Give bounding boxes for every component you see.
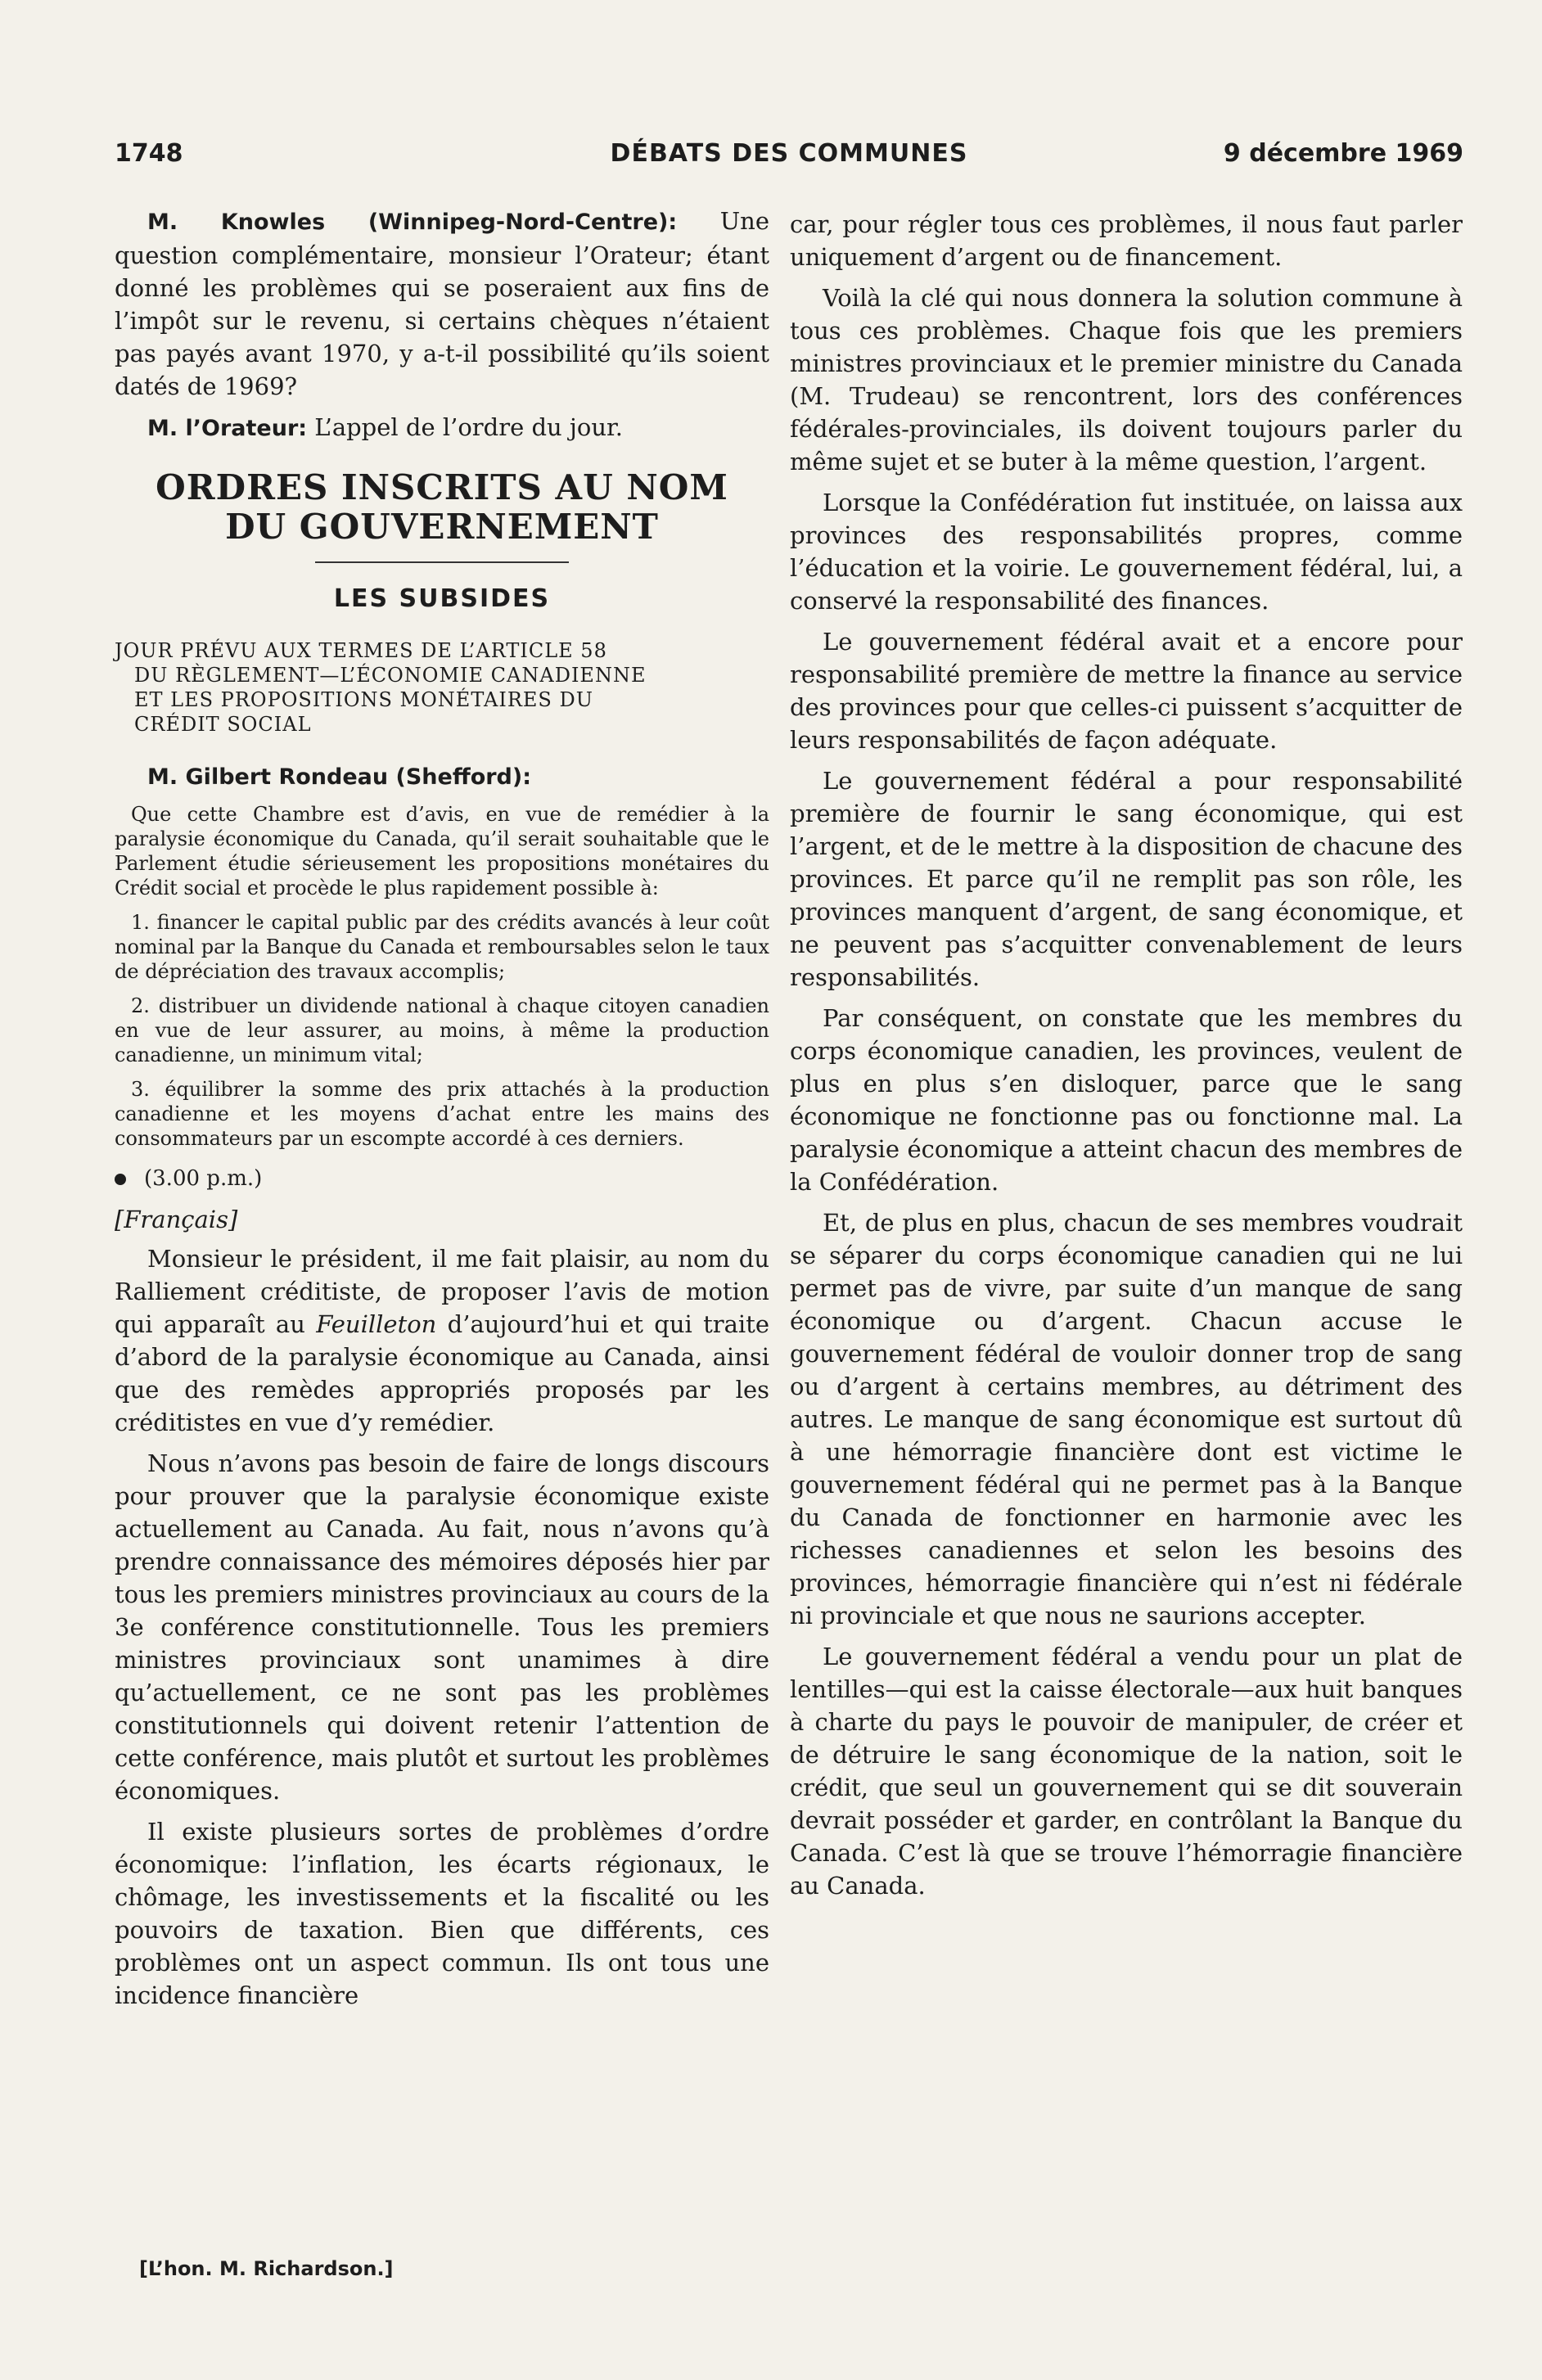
page-date: 9 décembre 1969 bbox=[1223, 139, 1463, 168]
section-heading-line-2: DU GOUVERNEMENT bbox=[225, 507, 659, 547]
paragraph-orateur bbox=[115, 411, 769, 445]
agenda-line: CRÉDIT SOCIAL bbox=[134, 713, 312, 736]
section-heading-line-1: ORDRES INSCRITS AU NOM bbox=[156, 467, 728, 507]
paragraph: Le gouvernement fédéral avait et a encore pour responsabilité première de mettre la finance au service des provinces pour que celles-ci puissent s’acquitter de leurs responsabilités de façon adéquate. bbox=[790, 628, 1463, 754]
speech-text: L’appel de l’ordre du jour. bbox=[307, 413, 623, 441]
page-number: 1748 bbox=[115, 139, 183, 168]
running-head bbox=[115, 139, 1463, 180]
publication-title: DÉBATS DES COMMUNES bbox=[610, 139, 968, 168]
speaker-name: M. Knowles (Winnipeg-Nord-Centre): bbox=[147, 210, 678, 235]
motion-text bbox=[115, 802, 769, 1151]
paragraph: Nous n’avons pas besoin de faire de longs discours pour prouver que la paralysie économique existe actuellement au Canada. Au fait, nous n’avons qu’à prendre connaissance des mémoires déposés hier par tous les premiers ministres provinciaux au cours de la 3e conférence constitutionnelle. Tous les premiers ministres provinciaux sont unamimes à dire qu’actuellement, ce ne sont pas les problèmes constitutionnels qui doivent retenir l’attention de cette conférence, mais plutôt et surtout les problèmes économiques. bbox=[115, 1449, 769, 1805]
time-marker bbox=[115, 1162, 769, 1195]
paragraph: Lorsque la Confédération fut instituée, on laissa aux provinces des responsabilités propres, comme l’éducation et la voirie. Le gouvernement fédéral, lui, a conservé la responsabilité des finances. bbox=[790, 489, 1463, 615]
text-run: d’aujourd’hui et qui traite d’abord de la paralysie économique au Canada, ainsi que des remèdes appropriés proposés par les créditistes en vue d’y remédier. bbox=[115, 1310, 769, 1436]
motion-item: 3. équilibrer la somme des prix attachés à la production canadienne et les moyens d’achat entre les mains des consommateurs par un escompte accordé à ces derniers. bbox=[115, 1078, 769, 1150]
paragraph: Le gouvernement fédéral a vendu pour un plat de lentilles—qui est la caisse électorale—aux huit banques à charte du pays le pouvoir de manipuler, de créer et de détruire le sang économique de la nation, soit le crédit, que seul un gouvernement qui se dit souverain devrait posséder et garder, en contrôlant la Banque du Canada. C’est là que se trouve l’hémorragie financière au Canada. bbox=[790, 1643, 1463, 1900]
heading-divider bbox=[315, 561, 569, 563]
agenda-line: ET LES PROPOSITIONS MONÉTAIRES DU bbox=[134, 688, 593, 711]
section-heading bbox=[115, 468, 769, 547]
paragraph: Voilà la clé qui nous donnera la solution commune à tous ces problèmes. Chaque fois que les premiers ministres provinciaux et le premier ministre du Canada (M. Trudeau) se rencontrent, lors des conférences fédérales-provinciales, ils doivent toujours parler du même sujet et se buter à la même question, l’argent. bbox=[790, 284, 1463, 476]
paragraph: Et, de plus en plus, chacun de ses membres voudrait se séparer du corps économique canadien qui ne lui permet pas de vivre, par suite d’un manque de sang économique ou d’argent. Chacun accuse le gouvernement fédéral de vouloir donner trop de sang ou d’argent à certains membres, au détriment des autres. Le manque de sang économique est surtout dû à une hémorragie financière dont est victime le gouvernement fédéral qui ne permet pas à la Banque du Canada de fonctionner en harmonie avec les richesses canadiennes et selon les besoins des provinces, hémorragie financière qui n’est ni fédérale ni provinciale et que nous ne saurions accepter. bbox=[790, 1209, 1463, 1629]
speech-text: Une question complémentaire, monsieur l’Orateur; étant donné les problèmes qui se poseraient aux fins de l’impôt sur le revenu, si certains chèques n’étaient pas payés avant 1970, y a-t-il possibilité qu’ils soient datés de 1969? bbox=[115, 207, 769, 400]
motion-item: 1. financer le capital public par des crédits avancés à leur coût nominal par la Banque du Canada et remboursables selon le taux de dépréciation des travaux accomplis; bbox=[115, 911, 769, 983]
motion-item: 2. distribuer un dividende national à chaque citoyen canadien en vue de leur assurer, au moins, à même la production canadienne, un minimum vital; bbox=[115, 994, 769, 1066]
motion-intro: Que cette Chambre est d’avis, en vue de remédier à la paralysie économique du Canada, qu’il serait souhaitable que le Parlement étudie sérieusement les propositions monétaires du Crédit social et procède le plus rapidement possible à: bbox=[115, 803, 769, 899]
agenda-title bbox=[115, 638, 769, 737]
paragraph: Le gouvernement fédéral a pour responsabilité première de fournir le sang économique, qui est l’argent, et de le mettre à la disposition de chacune des provinces. Et parce qu’il ne remplit pas son rôle, les provinces manquent d’argent, de sang économique, et ne peuvent pas s’acquitter convenablement de leurs responsabilités. bbox=[790, 767, 1463, 991]
footer-note: [L’hon. M. Richardson.] bbox=[139, 2257, 394, 2280]
left-column bbox=[115, 205, 769, 2020]
paragraph: Par conséquent, on constate que les membres du corps économique canadien, les provinces, veulent de plus en plus s’en disloquer, parce que le sang économique ne fonctionne pas ou fonctionne mal. La paralysie économique a atteint chacun des membres de la Confédération. bbox=[790, 1004, 1463, 1196]
agenda-line: JOUR PRÉVU AUX TERMES DE L’ARTICLE 58 bbox=[115, 639, 607, 662]
paragraph bbox=[115, 1242, 769, 1439]
paragraph: Il existe plusieurs sortes de problèmes d’ordre économique: l’inflation, les écarts régionaux, le chômage, les investissements et la fiscalité ou les pouvoirs de taxation. Bien que différents, ces problèmes ont un aspect commun. Ils ont tous une incidence financière bbox=[115, 1818, 769, 2009]
right-column bbox=[790, 208, 1463, 1910]
agenda-line: DU RÈGLEMENT—L’ÉCONOMIE CANADIENNE bbox=[134, 664, 647, 687]
italic-term: Feuilleton bbox=[316, 1310, 437, 1338]
speaker-name: M. l’Orateur: bbox=[147, 416, 308, 441]
time-text: (3.00 p.m.) bbox=[144, 1166, 263, 1191]
bullet-icon bbox=[115, 1174, 126, 1185]
speaker-name: M. Gilbert Rondeau (Shefford): bbox=[147, 764, 532, 790]
paragraph: car, pour régler tous ces problèmes, il nous faut parler uniquement d’argent ou de financement. bbox=[790, 210, 1463, 271]
subsection-heading: LES SUBSIDES bbox=[333, 584, 551, 613]
mover-line bbox=[115, 760, 769, 794]
paragraph-knowles bbox=[115, 205, 769, 403]
language-marker: [Français] bbox=[115, 1206, 238, 1233]
text-run: Monsieur le président, il me fait plaisir, au nom du Ralliement créditiste, de proposer l’avis de motion qui apparaît au bbox=[115, 1245, 769, 1338]
